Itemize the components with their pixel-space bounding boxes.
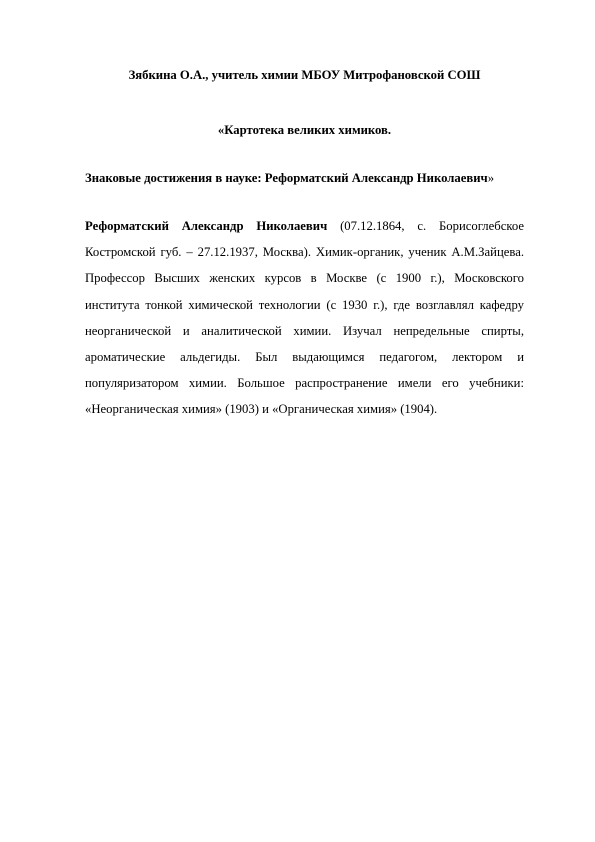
document-subtitle <box>85 170 526 186</box>
document-title: «Картотека великих химиков. <box>217 123 392 137</box>
biography-paragraph <box>85 213 524 423</box>
subtitle-closing-quote: » <box>487 171 495 185</box>
author-line: Зябкина О.А., учитель химии МБОУ Митрофановской СОШ <box>128 68 481 82</box>
chemist-name: Реформатский Александр Николаевич <box>85 219 328 233</box>
biography-text: (07.12.1864, с. Борисоглебское Костромской губ. – 27.12.1937, Москва). Химик-органик, ученик А.М.Зайцева. Профессор Высших женских курсов в Москве (с 1900 г.), Московского института тонкой химической технологии (с 1930 г.), где возглавлял кафедру неорганической и аналитической химии. Изучал непредельные спирты, ароматические альдегиды. Был выдающимся педагогом, лектором и популяризатором химии. Большое распространение имели его учебники: «Неорганическая химия» (1903) и «Органическая химия» (1904). <box>85 219 524 417</box>
subtitle-text: Знаковые достижения в науке: Реформатский Александр Николаевич <box>85 171 488 185</box>
